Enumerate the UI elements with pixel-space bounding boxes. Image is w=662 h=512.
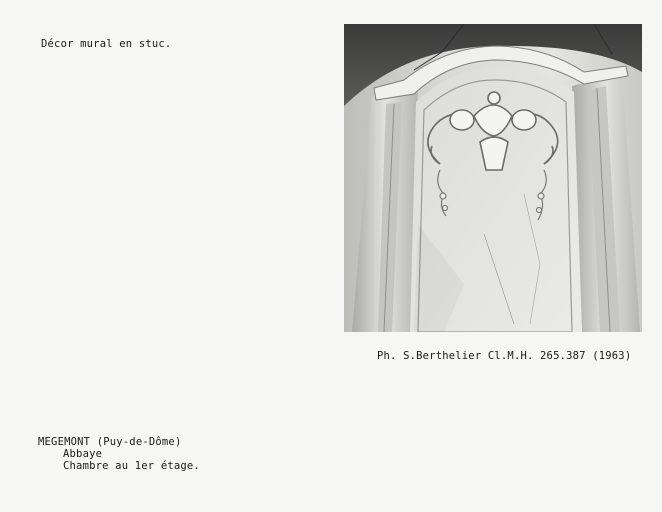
stucco-photo-graphic bbox=[344, 24, 642, 332]
location-commune: MEGEMONT (Puy-de-Dôme) bbox=[38, 436, 182, 448]
location-room: Chambre au 1er étage. bbox=[63, 460, 200, 472]
stucco-photograph bbox=[344, 24, 642, 332]
card-title: Décor mural en stuc. bbox=[41, 38, 172, 50]
photo-credit: Ph. S.Berthelier Cl.M.H. 265.387 (1963) bbox=[377, 350, 632, 362]
location-building: Abbaye bbox=[63, 448, 103, 460]
location-block bbox=[38, 436, 200, 472]
